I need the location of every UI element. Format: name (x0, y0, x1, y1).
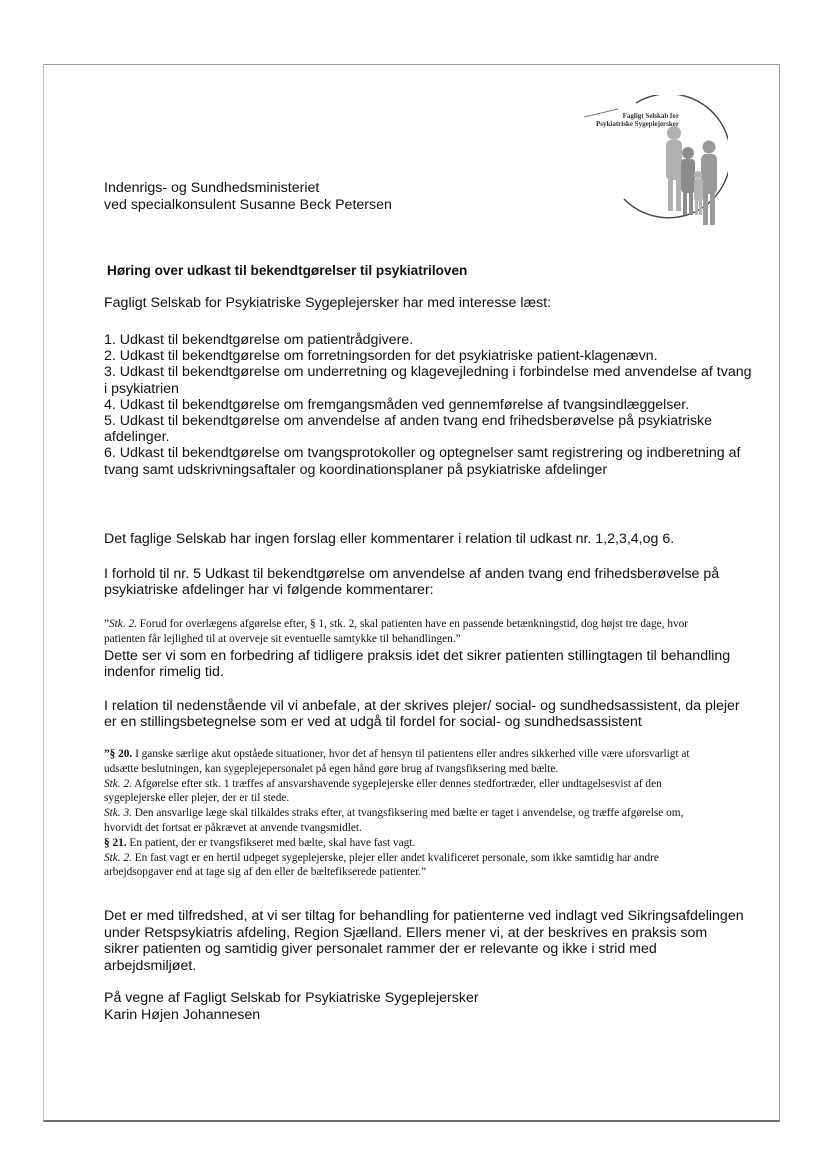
stk-text: Den ansvarlige læge skal tilkaldes straks efter, at tvangsfiksering med bælte er taget i anvendelse, og træffe afgørelse om, hvorvidt det fortsat er påkrævet at anvende tvangsmidlet. (104, 807, 684, 834)
signature-block (104, 990, 479, 1023)
list-item: 2. Udkast til bekendtgørelse om forretningsorden for det psykiatriske patient-klagenævn. (104, 348, 658, 365)
section-21 (104, 836, 724, 851)
section-20-stk3 (104, 806, 724, 836)
stk-text: En fast vagt er en hertil udpeget sygeplejerske, plejer eller andet kvalificeret personale, som ikke samtidig har andre arbejdsopgaver end at tage sig af den eller de bæltefikserede patienter.” (104, 851, 659, 879)
satisfaction-paragraph: Det er med tilfredshed, at vi ser tiltag for behandling for patienterne ved indlagt ved Sikringsafdelingen under Retspsykiatris afdeling, Region Sjælland. Ellers mener vi, at der beskrives en praksis som sikrer patienten og samtidig giver personalet rammer der er relevante og ikke i strid med arbejdsmiljøet. (104, 908, 744, 974)
intro-paragraph: Fagligt Selskab for Psykiatriske Sygeplejersker har med interesse læst: (104, 295, 552, 311)
draft-list (104, 332, 754, 478)
quote-stk-label: Stk. 2. (109, 618, 137, 630)
list-item: 1. Udkast til bekendtgørelse om patientrådgivere. (104, 332, 414, 348)
section-20 (104, 747, 724, 777)
section-21-label: § 21. (104, 836, 127, 849)
stk-label: Stk. 2. (104, 851, 132, 864)
recommend-paragraph: I relation til nedenstående vil vi anbefale, at der skrives plejer/ social- og sundhedsassistent, da plejer er en stillingsbetegnelse som er ved at udgå til fordel for social- og sundhedsassistent (104, 698, 740, 731)
quote-text: Forud for overlægens afgørelse efter, § 1, stk. 2, skal patienten have en passende betænkningstid, dog højst tre dage, hvor patienten får lejlighed til at overveje sit eventuelle samtykke til behandlingen.” (104, 618, 689, 645)
section-20-label: ”§ 20. (104, 748, 133, 760)
list-item: 4. Udkast til bekendtgørelse om fremgangsmåden ved gennemførelse af tvangsindlæggelser. (104, 396, 690, 413)
stk-label: Stk. 3. (104, 807, 132, 820)
list-item: 6. Udkast til bekendtgørelse om tvangsprotokoller og optegnelser samt registrering og indberetning af tvang samt udskrivningsaftaler og koordinationsplaner på psykiatriske afdelinger (104, 445, 741, 478)
list-item: 3. Udkast til bekendtgørelse om underretning og klagevejledning i forbindelse med anvendelse af tvang i psykiatrien (104, 364, 752, 397)
section-21-stk2 (104, 851, 724, 881)
recipient-line-2: ved specialkonsulent Susanne Beck Petersen (104, 197, 392, 213)
no-comments-paragraph: Det faglige Selskab har ingen forslag eller kommentarer i relation til udkast nr. 1,2,3,4,og 6. (104, 531, 675, 547)
signature-line-1: På vegne af Fagligt Selskab for Psykiatriske Sygeplejersker (104, 990, 479, 1006)
section-21-text: En patient, der er tvangsfikseret med bælte, skal have fast vagt. (126, 836, 416, 849)
quote-sections (104, 747, 724, 880)
signature-name: Karin Højen Johannesen (104, 1006, 261, 1023)
logo-line-2: Psykiatriske Sygeplejersker (595, 120, 679, 128)
stk-text: Afgørelse efter stk. 1 træffes af ansvarshavende sygeplejerske eller dennes stedfortræder, eller undtagelsesvist af den sygeplejerske eller plejer, der er til stede. (104, 777, 662, 805)
list-item: 5. Udkast til bekendtgørelse om anvendelse af anden tvang end frihedsberøvelse på psykiatriske afdelinger. (104, 413, 713, 446)
logo-line-1: Fagligt Selskab for (622, 112, 679, 120)
improvement-paragraph: Dette ser vi som en forbedring af tidligere praksis idet det sikrer patienten stillingtagen til behandling indenfor rimelig tid. (104, 648, 731, 681)
letter-heading: Høring over udkast til bekendtgørelser til psykiatriloven (107, 263, 468, 278)
section-20-text: I ganske særlige akut opståede situationer, hvor det af hensyn til patientens eller andres sikkerhed ville være uforsvarligt at udsætte beslutningen, kan sygeplejepersonalet på egen hånd gøre brug af tvangsfiksering med bælte. (104, 748, 690, 775)
quote-stk2 (104, 617, 724, 647)
quote-open: ” (104, 618, 110, 630)
section-20-stk2 (104, 777, 724, 807)
item5-paragraph: I forhold til nr. 5 Udkast til bekendtgørelse om anvendelse af anden tvang end frihedsberøvelse på psykiatriske afdelinger har vi følgende kommentarer: (104, 566, 720, 599)
recipient-line-1: Indenrigs- og Sundhedsministeriet (104, 180, 320, 196)
recipient-address (104, 180, 392, 214)
logo-text (581, 112, 679, 128)
stk-label: Stk. 2. (104, 777, 132, 790)
